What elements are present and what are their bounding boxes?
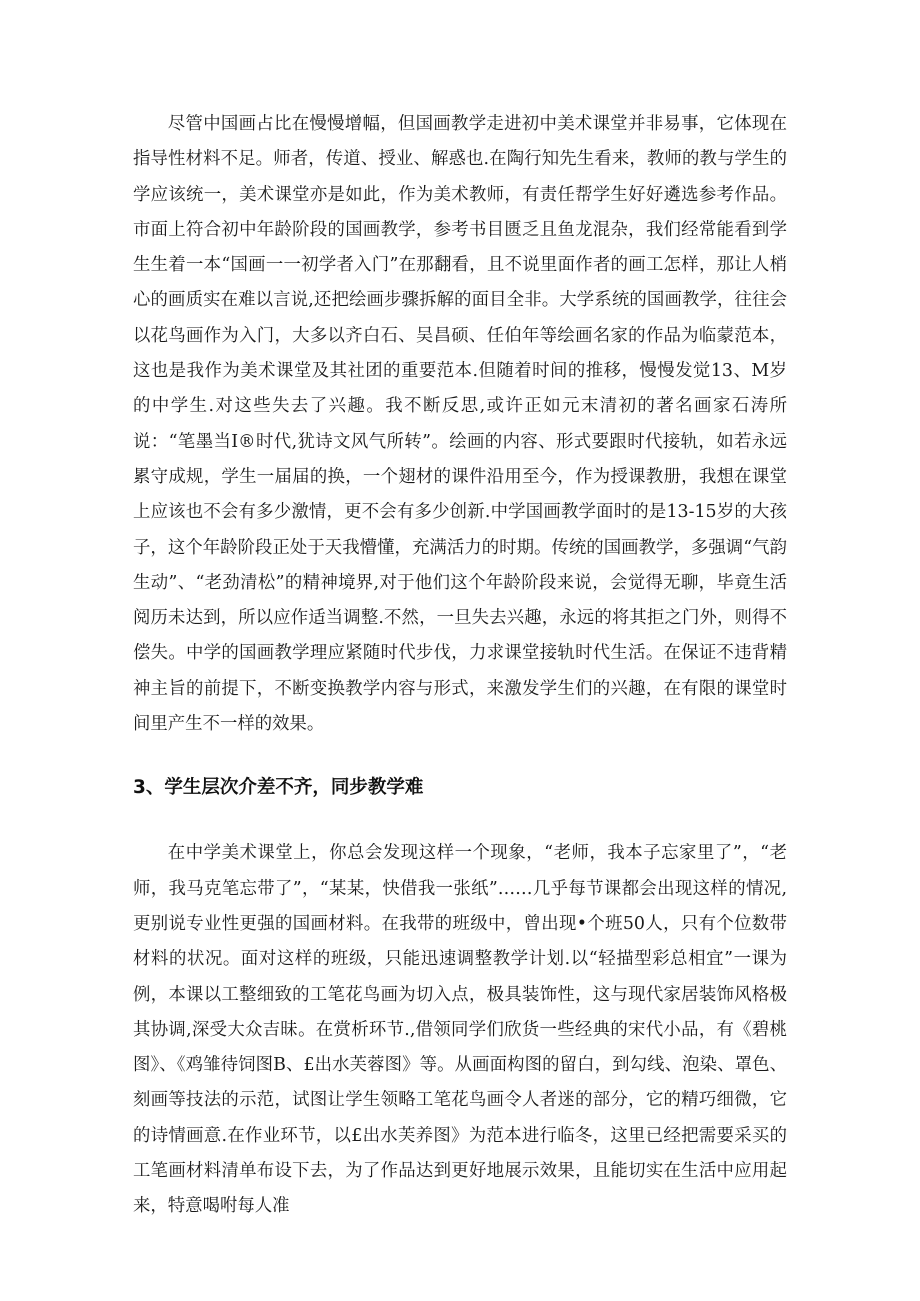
body-paragraph-2: 在中学美术课堂上，你总会发现这样一个现象，“老师，我本子忘家里了”，“老师，我马克笔忘带了”，“某某，快借我一张纸”……几乎每节课都会出现这样的情况,更别说专业性更强的国画材料。在我带的班级中，曾出现•个班50人，只有个位数带材料的状况。面对这样的班级，只能迅速调整教学计划.以“轻描型彩总相宜”一课为例，本课以工整细致的工笔花鸟画为切入点，极具装饰性，这与现代家居装饰风格极其协调,深受大众吉昧。在赏析环节.,借领同学们欣货一些经典的宋代小品，有《碧桃图》、《鸡雏待饲图B、£出水芙蓉图》等。从画面构图的留白，到勾线、泡染、罩色、刻画等技法的示范，试图让学生领略工笔花鸟画令人者迷的部分，它的精巧细微，它的诗情画意.在作业环节，以£出水芙养图》为范本进行临冬，这里已经把需要采买的工笔画材料清单布设下去，为了作品达到更好地展示效果，且能切实在生活中应用起来，特意喝咐每人准 — [133, 843, 787, 1217]
body-paragraph-1: 尽管中国画占比在慢慢增幅，但国画教学走进初中美术课堂并非易事，它体现在指导性材料不足。师者，传道、授业、解惑也.在陶行知先生看来，教师的教与学生的学应该统一，美术课堂亦是如此，作为美术教师，有责任帮学生好好遴选参考作品。市面上符合初中年龄阶段的国画教学，参考书目匮乏且鱼龙混杂，我们经常能看到学生生着一本“国画一一初学者入门”在那翻看，且不说里面作者的画工怎样，那让人梢心的画质实在难以言说,还把绘画步骤拆解的面目全非。大学系统的国画教学，往往会以花鸟画作为入门，大多以齐白石、吴昌硕、任伯年等绘画名家的作品为临蒙范本，这也是我作为美术课堂及其社团的重要范本.但随着时间的推移，慢慢发觉13、M岁的中学生.对这些失去了兴趣。我不断反思,或许正如元末清初的著名画家石涛所说：“笔墨当I®时代,犹诗文风气所转”。绘画的内容、形式要跟时代接轨，如若永远累守成规，学生一届届的换，一个翅材的课件沿用至今，作为授课教册，我想在课堂上应该也不会有多少激情，更不会有多少创新.中学国画教学面时的是13-15岁的大孩子，这个年龄阶段正处于天我懵懂，充满活力的时期。传统的国画教学，多强调“气韵生动”、“老劲清松”的精神境界,对于他们这个年龄阶段来说，会觉得无聊，毕竟生活阅历未达到，所以应作适当调整.不然，一旦失去兴趣，永远的将其拒之门外，则得不偿失。中学的国画教学理应紧随时代步伐，力求课堂接轨时代生活。在保证不违背精神主旨的前提下，不断变换教学内容与形式，来激发学生们的兴趣，在有限的课堂时间里产生不一样的效果。 — [133, 114, 787, 735]
section-heading-3: 3、学生层次介差不齐，同步教学难 — [133, 777, 424, 799]
document-body — [133, 107, 787, 1225]
